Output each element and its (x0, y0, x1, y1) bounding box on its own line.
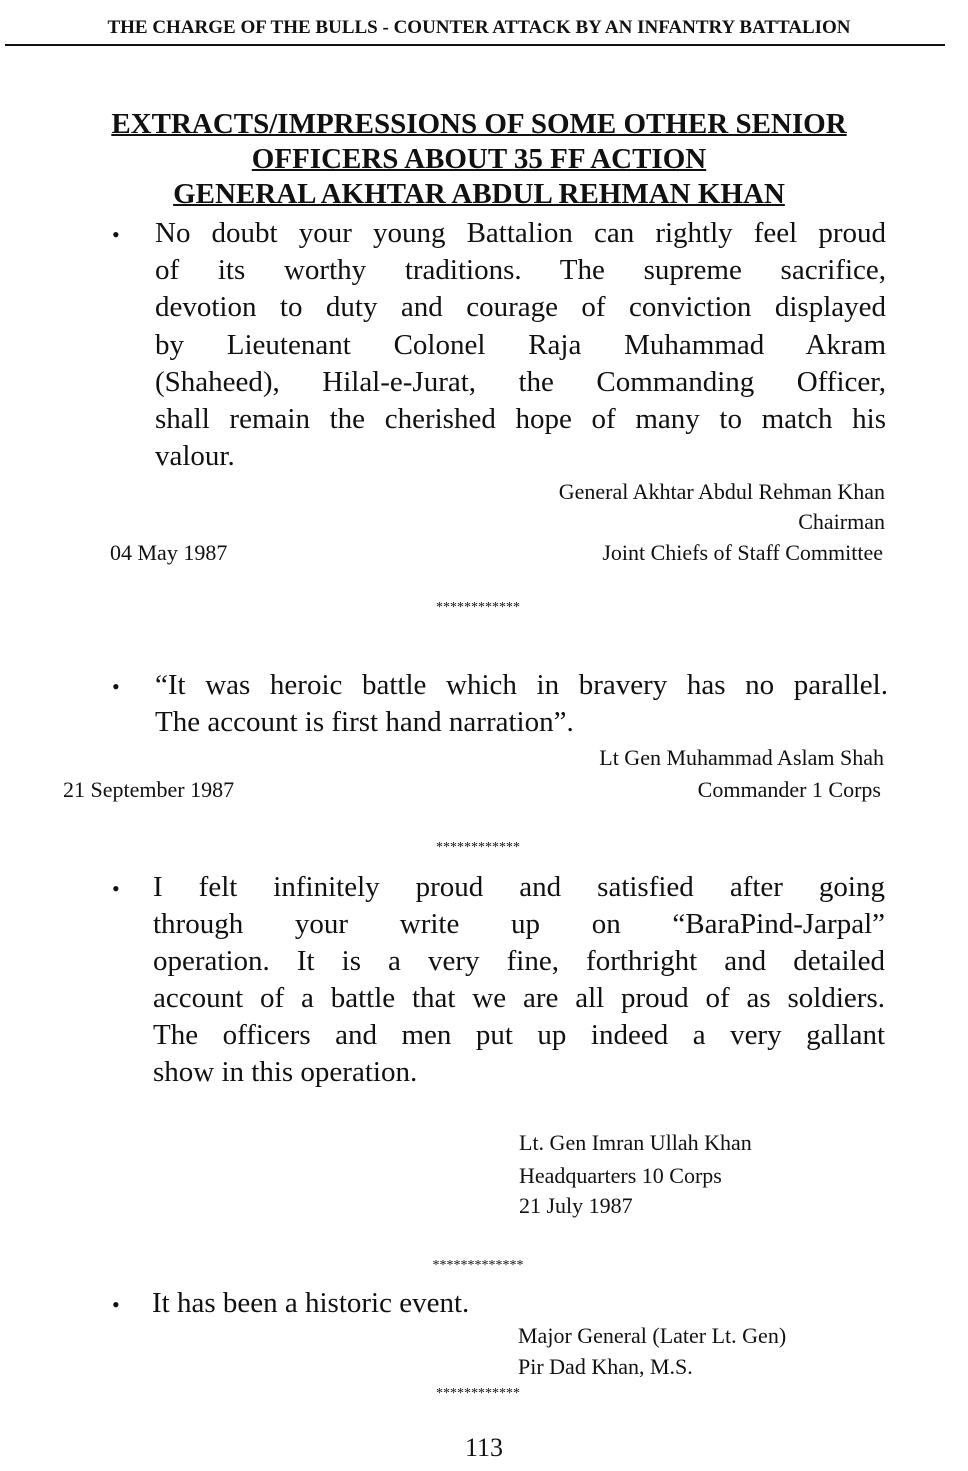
quote-date: 21 September 1987 (63, 777, 235, 802)
quote-line: I felt infinitely proud and satisfied after going (153, 871, 885, 903)
quote-line: shall remain the cherished hope of many to match his (155, 403, 886, 435)
quote-line: operation. It is a very fine, forthright and detailed (153, 945, 885, 977)
section-title-line-2: OFFICERS ABOUT 35 FF ACTION (251, 143, 707, 175)
signatory-name: Lt. Gen Imran Ullah Khan (519, 1130, 752, 1155)
bullet: • (112, 876, 120, 901)
quote-line: devotion to duty and courage of conviction displayed (155, 291, 886, 323)
separator: ************ (436, 600, 520, 615)
signatory-title: Chairman (798, 509, 885, 534)
quote-date: 21 July 1987 (519, 1193, 633, 1218)
quote-line: account of a battle that we are all proud of as soldiers. (153, 982, 885, 1014)
quote-line: valour. (155, 440, 235, 472)
quote-line: The account is first hand narration”. (155, 706, 574, 738)
quote-line: No doubt your young Battalion can rightly feel proud (155, 217, 886, 249)
quote-line: (Shaheed), Hilal-e-Jurat, the Commanding Officer, (155, 366, 886, 398)
quote-line: The officers and men put up indeed a very gallant (153, 1019, 885, 1051)
signatory-name-cont: Pir Dad Khan, M.S. (518, 1354, 693, 1379)
quote-line: by Lieutenant Colonel Raja Muhammad Akram (155, 329, 886, 361)
bullet: • (112, 222, 120, 247)
signatory-name: Major General (Later Lt. Gen) (518, 1323, 787, 1348)
quote-date: 04 May 1987 (110, 540, 228, 565)
signatory-name: General Akhtar Abdul Rehman Khan (558, 479, 885, 504)
signatory-org: Joint Chiefs of Staff Committee (602, 540, 883, 565)
signatory-org: Headquarters 10 Corps (519, 1163, 722, 1188)
separator: ************ (436, 1386, 520, 1401)
page-number: 113 (464, 1433, 504, 1462)
quote-line: “It was heroic battle which in bravery has no parallel. (155, 669, 888, 701)
quote-line: through your write up on “BaraPind-Jarpal” (153, 908, 885, 940)
bullet: • (112, 674, 120, 699)
running-header: THE CHARGE OF THE BULLS - COUNTER ATTACK BY AN INFANTRY BATTALION (107, 17, 851, 38)
bullet: • (112, 1292, 120, 1317)
quote-line: show in this operation. (153, 1056, 418, 1088)
signatory-name: Lt Gen Muhammad Aslam Shah (599, 745, 884, 770)
quote-line: It has been a historic event. (152, 1287, 470, 1319)
section-title-line-3: GENERAL AKHTAR ABDUL REHMAN KHAN (173, 178, 785, 210)
header-rule (5, 44, 945, 46)
separator: ************ (436, 840, 520, 855)
section-title-line-1: EXTRACTS/IMPRESSIONS OF SOME OTHER SENIOR (111, 108, 847, 140)
separator: ************* (432, 1258, 524, 1273)
signatory-title: Commander 1 Corps (697, 777, 881, 802)
quote-line: of its worthy traditions. The supreme sacrifice, (155, 254, 886, 286)
